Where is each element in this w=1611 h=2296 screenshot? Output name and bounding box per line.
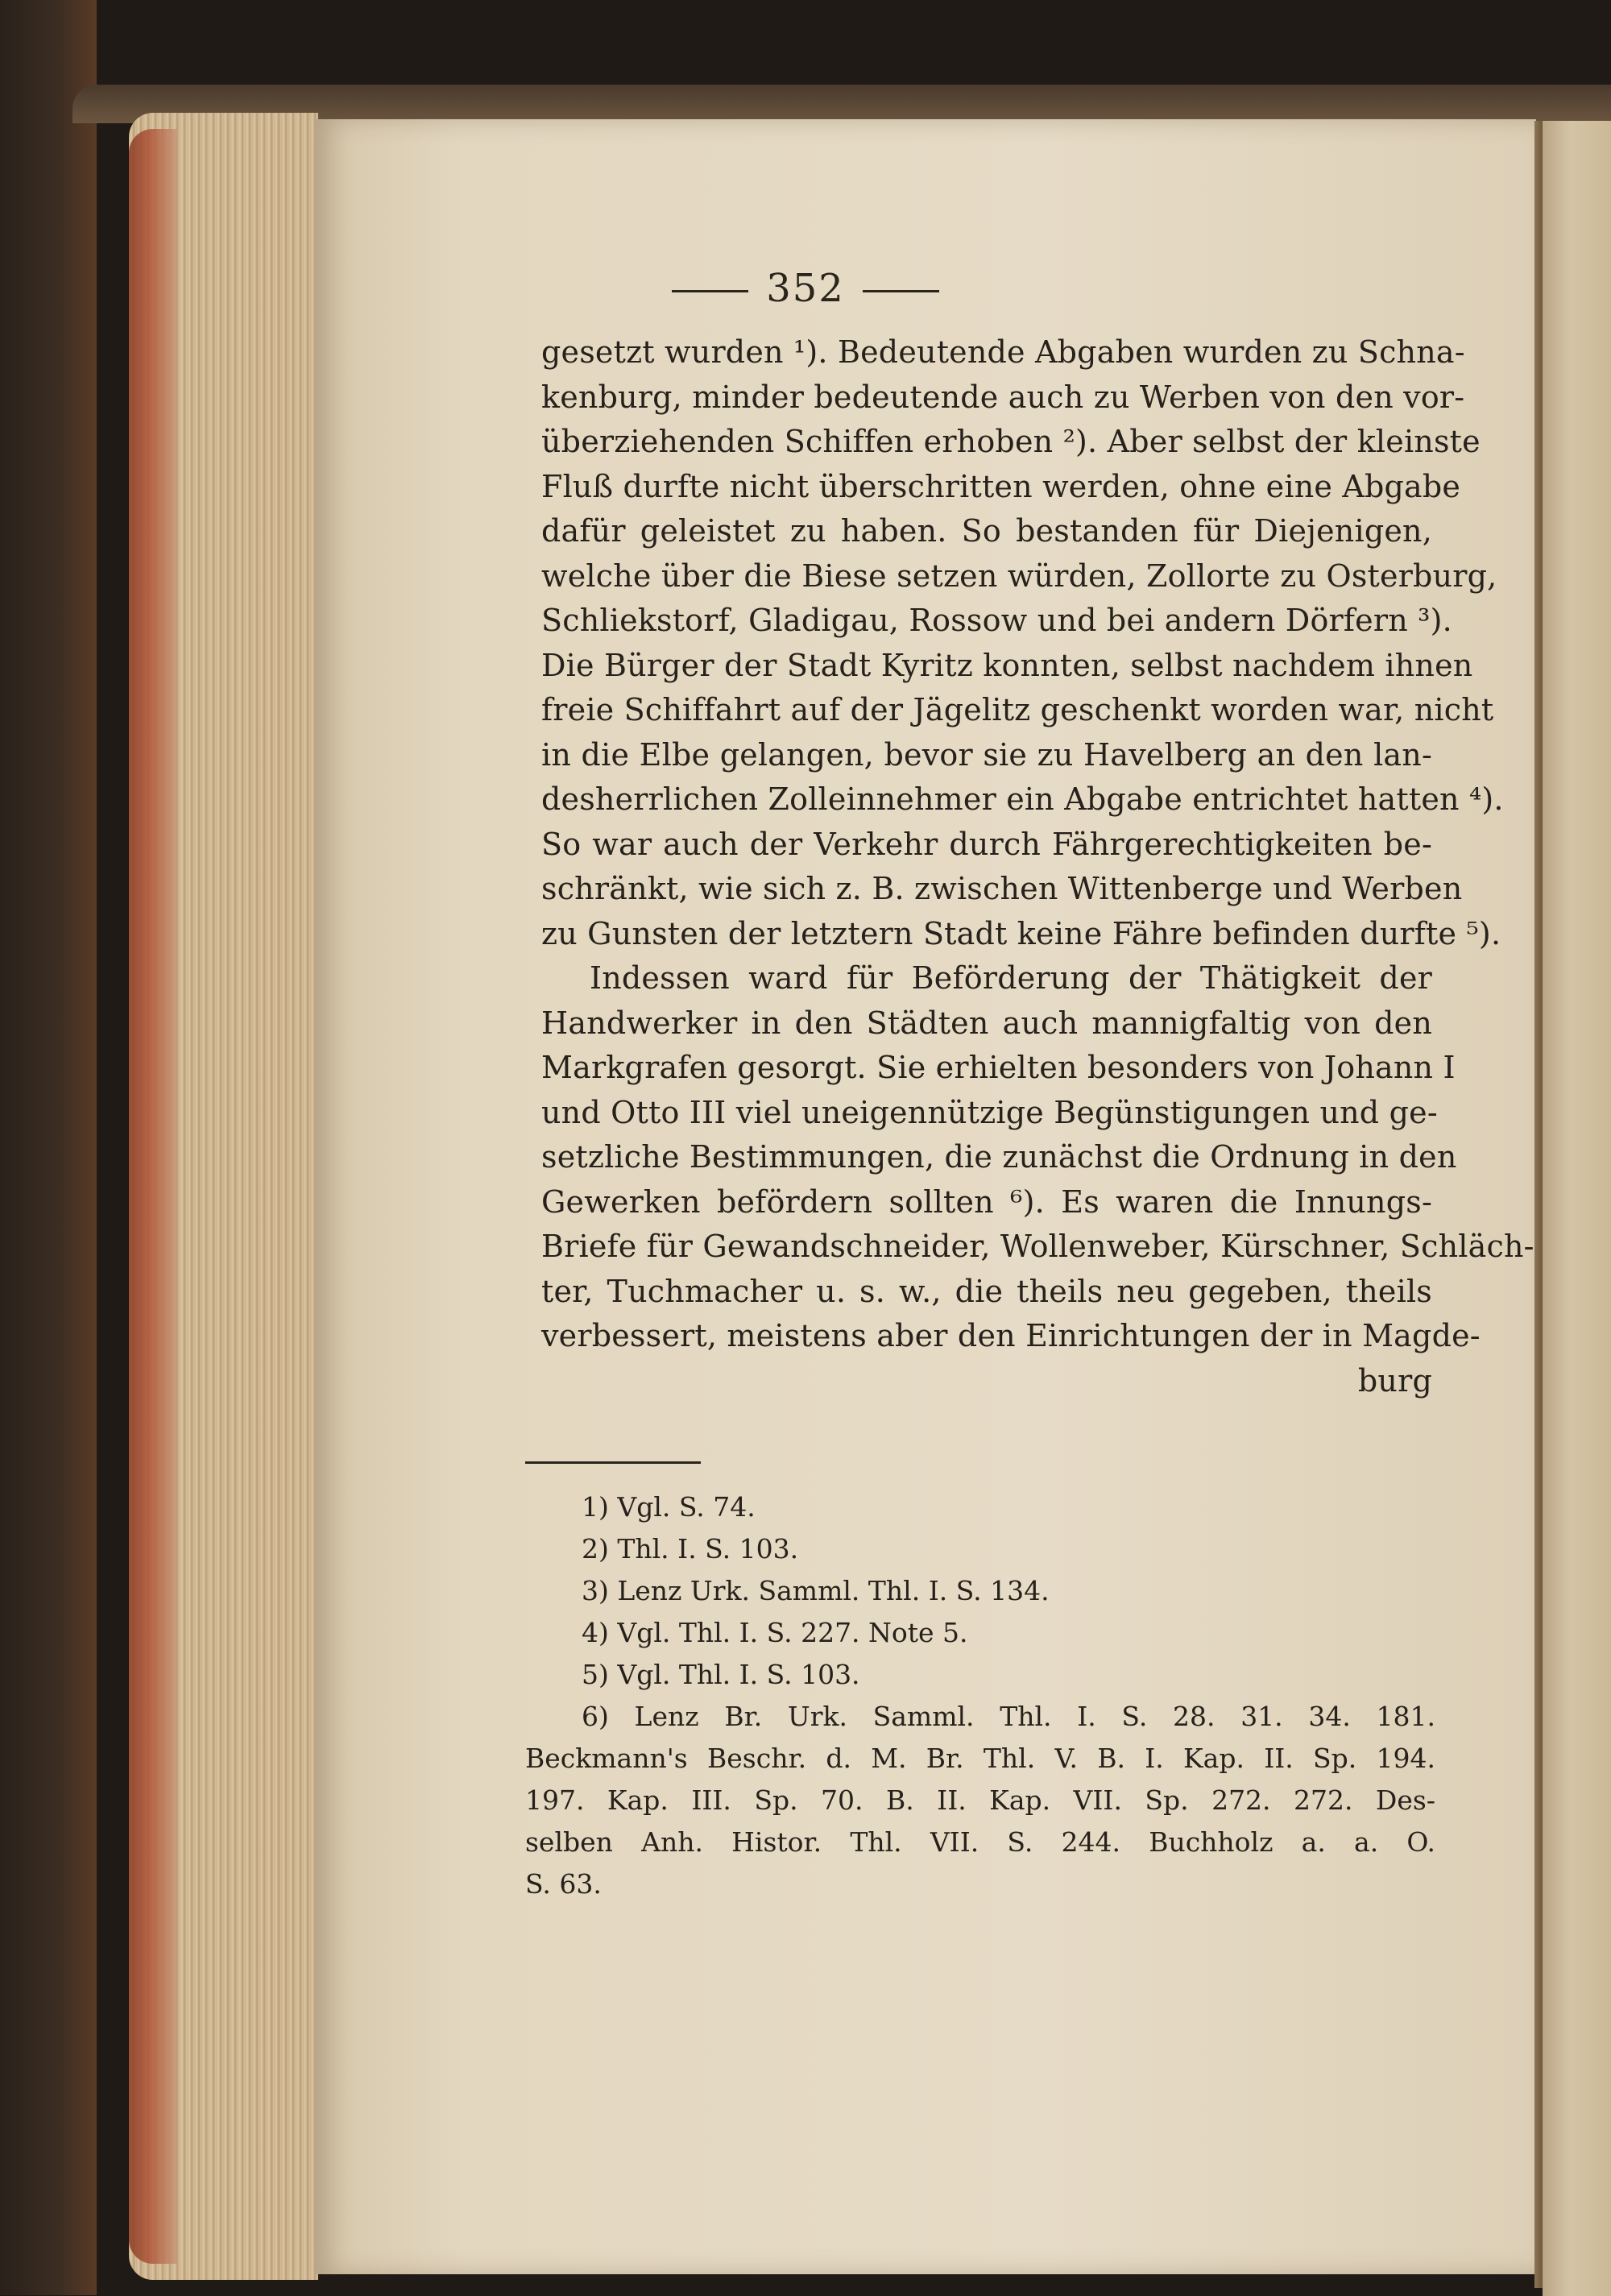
footnote: 2) Thl. I. S. 103.	[582, 1533, 799, 1565]
footnote-continuation: selben Anh. Histor. Thl. VII. S. 244. Buchholz a. a. O.	[525, 1826, 1435, 1858]
body-line: desherrlichen Zolleinnehmer ein Abgabe entrichtet hatten ⁴).	[541, 781, 1504, 817]
footnote-continuation: Beckmann's Beschr. d. M. Br. Thl. V. B. I. Kap. II. Sp. 194.	[525, 1743, 1435, 1774]
footnote: 6) Lenz Br. Urk. Samml. Thl. I. S. 28. 31. 34. 181.	[582, 1701, 1435, 1732]
body-line: Briefe für Gewandschneider, Wollenweber, Kürschner, Schläch-	[541, 1229, 1534, 1264]
page-number: 352	[766, 266, 845, 311]
body-line: Handwerker in den Städten auch mannigfaltig von den	[541, 1005, 1432, 1041]
footnote: 5) Vgl. Thl. I. S. 103.	[582, 1659, 860, 1690]
footnote: 1) Vgl. S. 74.	[582, 1491, 756, 1523]
footnote-continuation: S. 63.	[525, 1868, 602, 1900]
body-line: freie Schiffahrt auf der Jägelitz geschenkt worden war, nicht	[541, 692, 1494, 727]
page-edge-red	[129, 129, 177, 2264]
body-line: ter, Tuchmacher u. s. w., die theils neu gegeben, theils	[541, 1273, 1432, 1309]
footnote: 4) Vgl. Thl. I. S. 227. Note 5.	[582, 1617, 968, 1648]
footnotes	[525, 1486, 1435, 1905]
footnote-rule	[525, 1461, 701, 1464]
body-line: in die Elbe gelangen, bevor sie zu Havelberg an den lan-	[541, 736, 1432, 773]
body-line: welche über die Biese setzen würden, Zollorte zu Osterburg,	[541, 557, 1497, 594]
body-line: Fluß durfte nicht überschritten werden, ohne eine Abgabe	[541, 468, 1461, 504]
page-number-header	[0, 266, 1611, 311]
header-dash-left	[672, 290, 748, 292]
body-line: dafür geleistet zu haben. So bestanden für Diejenigen,	[541, 513, 1432, 549]
facing-page	[1543, 121, 1611, 2296]
catchword: burg	[1357, 1362, 1432, 1399]
body-line: zu Gunsten der letztern Stadt keine Fähre befinden durfte ⁵).	[541, 915, 1501, 951]
body-line: und Otto III viel uneigennützige Begünstigungen und ge-	[541, 1094, 1438, 1130]
body-line: setzliche Bestimmungen, die zunächst die Ordnung in den	[541, 1139, 1457, 1175]
body-line: gesetzt wurden ¹). Bedeutende Abgaben wurden zu Schna-	[541, 334, 1465, 370]
body-line: überziehenden Schiffen erhoben ²). Aber selbst der kleinste	[541, 424, 1481, 459]
body-line: Die Bürger der Stadt Kyritz konnten, selbst nachdem ihnen	[541, 647, 1473, 683]
body-line: kenburg, minder bedeutende auch zu Werben von den vor-	[541, 379, 1465, 415]
body-line: schränkt, wie sich z. B. zwischen Wittenberge und Werben	[541, 871, 1463, 906]
book-cover-left	[0, 0, 97, 2295]
footnote-continuation: 197. Kap. III. Sp. 70. B. II. Kap. VII. Sp. 272. 272. Des-	[525, 1784, 1435, 1816]
body-text	[541, 330, 1534, 1403]
body-line: Schliekstorf, Gladigau, Rossow und bei andern Dörfern ³).	[541, 603, 1452, 638]
body-line: So war auch der Verkehr durch Fährgerechtigkeiten be-	[541, 826, 1432, 862]
body-line: Gewerken befördern sollten ⁶). Es waren die Innungs-	[541, 1183, 1432, 1220]
body-line-paragraph-start: Indessen ward für Beförderung der Thätigkeit der	[590, 960, 1432, 996]
body-line: Markgrafen gesorgt. Sie erhielten besonders von Johann I	[541, 1050, 1456, 1085]
footnote: 3) Lenz Urk. Samml. Thl. I. S. 134.	[582, 1575, 1050, 1606]
body-line: verbessert, meistens aber den Einrichtungen der in Magde-	[541, 1318, 1481, 1353]
header-dash-right	[863, 290, 939, 292]
